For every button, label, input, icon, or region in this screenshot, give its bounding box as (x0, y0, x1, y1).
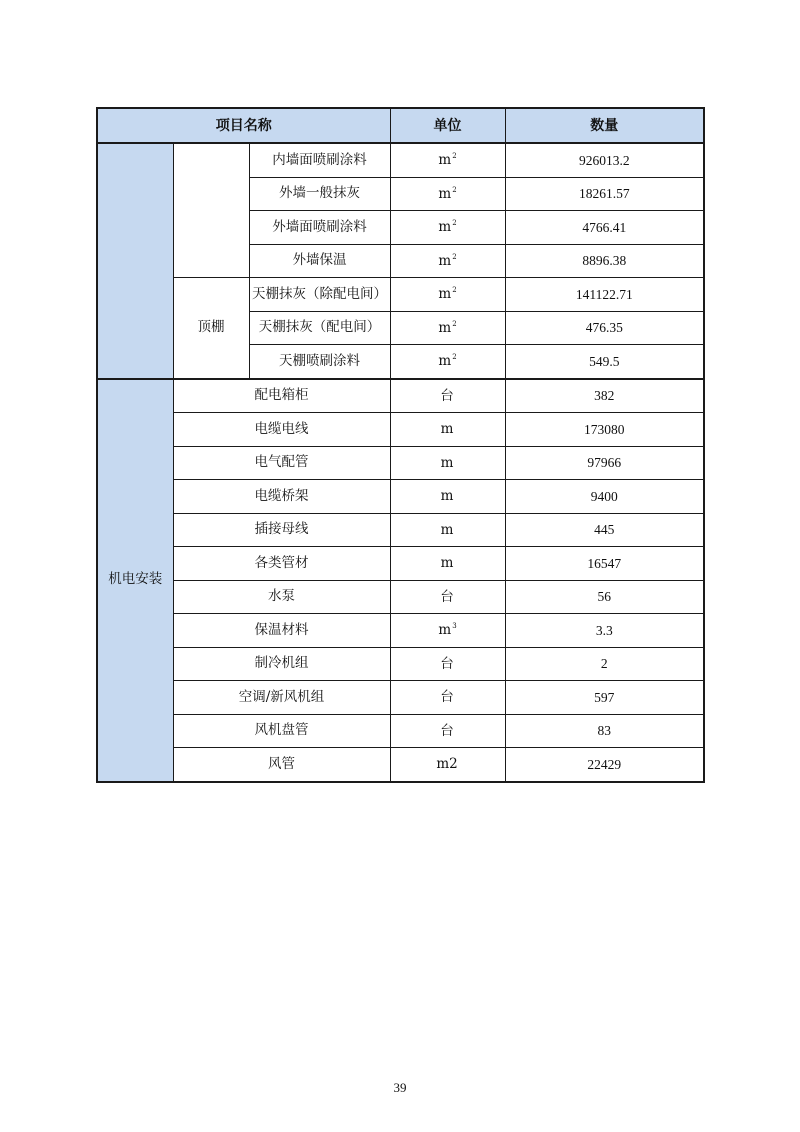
unit-cell: 台 (390, 379, 505, 413)
quantity-cell: 141122.71 (505, 278, 704, 312)
unit-cell: $m^3$ (390, 614, 505, 648)
quantity-cell: 2 (505, 647, 704, 681)
unit-cell: $m^2$ (390, 177, 505, 211)
page-number: 39 (393, 1080, 407, 1095)
quantity-table (96, 107, 705, 783)
quantity-cell: 549.5 (505, 345, 704, 379)
table-row (97, 614, 704, 648)
category-cell-mep: 机电安装 (97, 379, 173, 782)
item-cell: 制冷机组 (173, 647, 390, 681)
item-cell: 外墙一般抹灰 (249, 177, 390, 211)
table-row (97, 143, 704, 177)
table-row (97, 681, 704, 715)
quantity-cell: 18261.57 (505, 177, 704, 211)
unit-cell: 台 (390, 580, 505, 614)
table-row (97, 513, 704, 547)
unit-cell: $m^2$ (390, 211, 505, 245)
unit-cell: $m^2$ (390, 345, 505, 379)
item-cell: 水泵 (173, 580, 390, 614)
quantity-cell: 97966 (505, 446, 704, 480)
table-row (97, 480, 704, 514)
item-cell: 插接母线 (173, 513, 390, 547)
quantity-cell: 9400 (505, 480, 704, 514)
table-header-row (97, 108, 704, 143)
item-cell: 天棚喷刷涂料 (249, 345, 390, 379)
unit-cell: $m^2$ (390, 244, 505, 278)
quantity-cell: 476.35 (505, 311, 704, 345)
item-cell: 风管 (173, 748, 390, 782)
header-unit: 单位 (390, 108, 505, 143)
item-cell: 内墙面喷刷涂料 (249, 143, 390, 177)
unit-cell: 台 (390, 681, 505, 715)
table-row (97, 278, 704, 312)
quantity-cell: 56 (505, 580, 704, 614)
item-cell: 电缆电线 (173, 413, 390, 447)
table-row (97, 446, 704, 480)
table-row (97, 379, 704, 413)
quantity-cell: 4766.41 (505, 211, 704, 245)
item-cell: 空调/新风机组 (173, 681, 390, 715)
table-row (97, 748, 704, 782)
subcategory-cell-ceiling: 顶棚 (173, 278, 249, 379)
item-cell: 电气配管 (173, 446, 390, 480)
item-cell: 外墙面喷刷涂料 (249, 211, 390, 245)
quantity-cell: 22429 (505, 748, 704, 782)
table-row (97, 413, 704, 447)
header-quantity: 数量 (505, 108, 704, 143)
quantity-cell: 3.3 (505, 614, 704, 648)
table-row (97, 547, 704, 581)
item-cell: 外墙保温 (249, 244, 390, 278)
quantity-cell: 597 (505, 681, 704, 715)
unit-cell: $m^2$ (390, 278, 505, 312)
unit-cell: m (390, 480, 505, 514)
unit-cell: 台 (390, 714, 505, 748)
category-cell-decoration (97, 143, 173, 379)
item-cell: 天棚抹灰（除配电间） (249, 278, 390, 312)
item-cell: 风机盘管 (173, 714, 390, 748)
quantity-cell: 382 (505, 379, 704, 413)
quantity-cell: 445 (505, 513, 704, 547)
quantity-cell: 926013.2 (505, 143, 704, 177)
quantity-cell: 8896.38 (505, 244, 704, 278)
quantity-cell: 83 (505, 714, 704, 748)
table-row (97, 647, 704, 681)
unit-cell: m (390, 547, 505, 581)
item-cell: 各类管材 (173, 547, 390, 581)
item-cell: 天棚抹灰（配电间） (249, 311, 390, 345)
table-row (97, 580, 704, 614)
unit-cell: $m^2$ (390, 143, 505, 177)
unit-cell: m (390, 413, 505, 447)
header-item-name: 项目名称 (97, 108, 390, 143)
quantity-cell: 173080 (505, 413, 704, 447)
item-cell: 配电箱柜 (173, 379, 390, 413)
item-cell: 保温材料 (173, 614, 390, 648)
unit-cell: m2 (390, 748, 505, 782)
unit-cell: 台 (390, 647, 505, 681)
unit-cell: m (390, 513, 505, 547)
unit-cell: $m^2$ (390, 311, 505, 345)
unit-cell: m (390, 446, 505, 480)
quantity-cell: 16547 (505, 547, 704, 581)
item-cell: 电缆桥架 (173, 480, 390, 514)
table-row (97, 714, 704, 748)
subcategory-cell-wall (173, 143, 249, 278)
